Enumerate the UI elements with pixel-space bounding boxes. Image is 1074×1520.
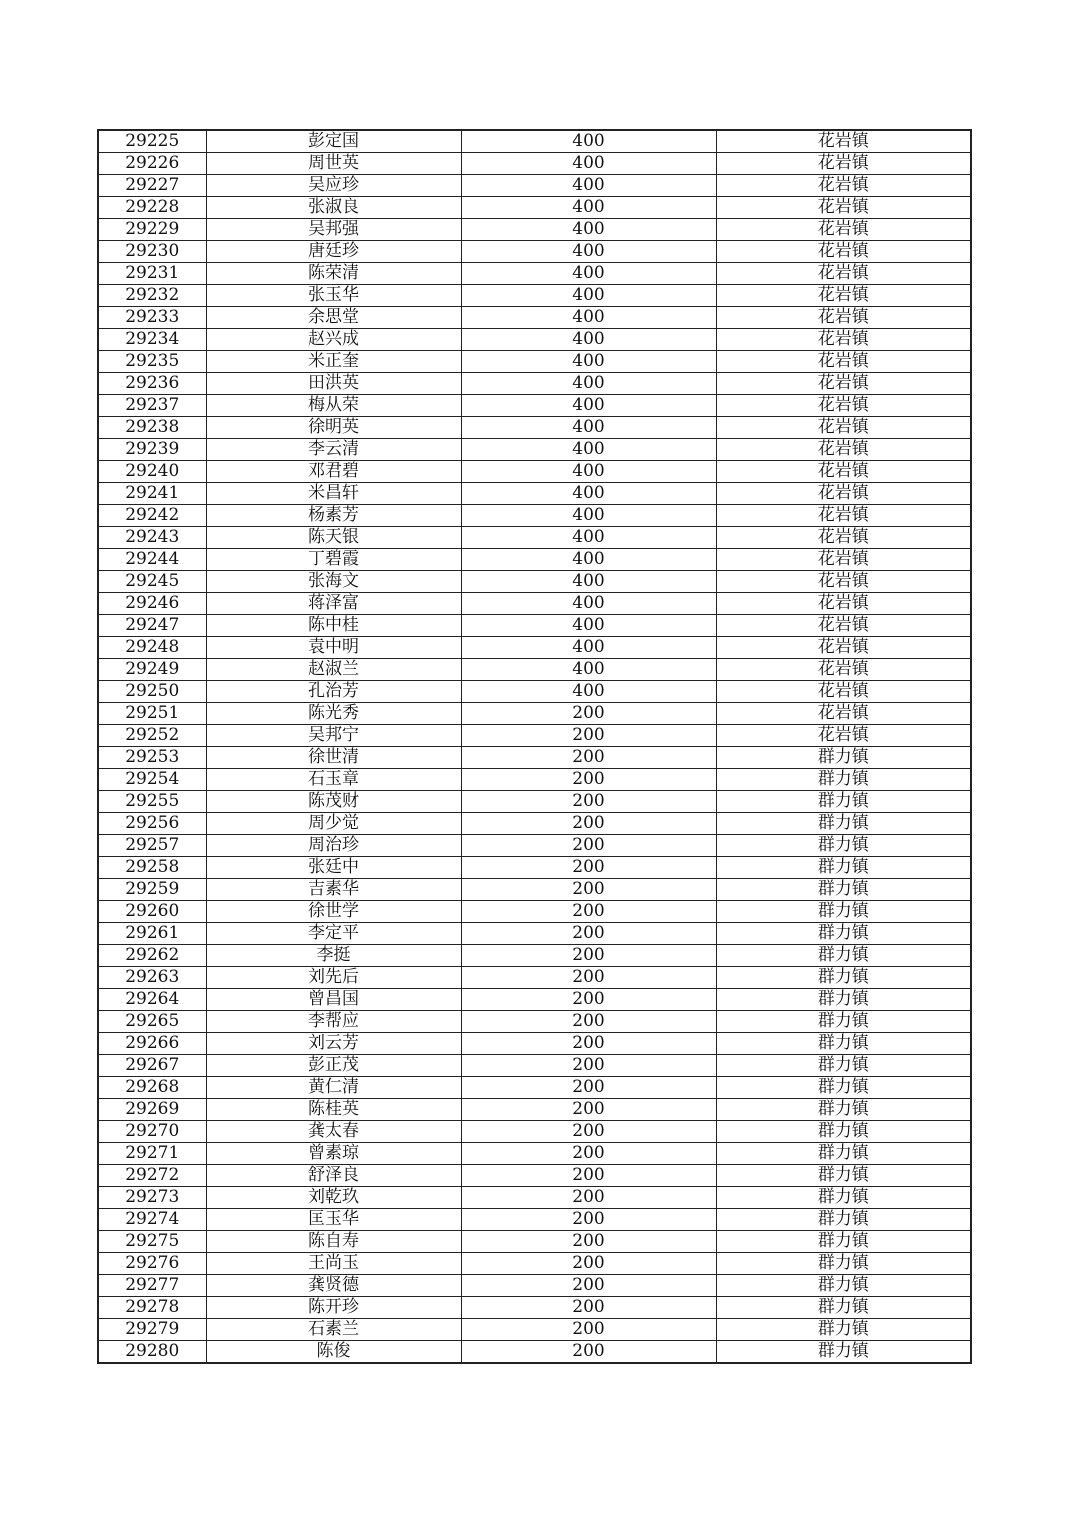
cell-amount: 200 — [461, 1341, 716, 1364]
cell-amount: 400 — [461, 285, 716, 307]
table-row — [98, 813, 971, 835]
cell-name: 陈俊 — [206, 1341, 461, 1364]
cell-name: 张廷中 — [206, 857, 461, 879]
cell-name: 彭定国 — [206, 130, 461, 153]
cell-id: 29236 — [98, 373, 206, 395]
cell-id: 29230 — [98, 241, 206, 263]
table-row — [98, 307, 971, 329]
cell-name: 刘乾玖 — [206, 1187, 461, 1209]
cell-name: 舒泽良 — [206, 1165, 461, 1187]
table-row — [98, 637, 971, 659]
table-row — [98, 527, 971, 549]
table-row — [98, 725, 971, 747]
cell-town: 群力镇 — [716, 1165, 971, 1187]
cell-amount: 200 — [461, 945, 716, 967]
cell-town: 群力镇 — [716, 1297, 971, 1319]
cell-town: 花岩镇 — [716, 703, 971, 725]
cell-amount: 400 — [461, 527, 716, 549]
table-row — [98, 461, 971, 483]
cell-id: 29237 — [98, 395, 206, 417]
cell-amount: 400 — [461, 175, 716, 197]
cell-name: 陈荣清 — [206, 263, 461, 285]
cell-amount: 400 — [461, 373, 716, 395]
cell-amount: 200 — [461, 1253, 716, 1275]
cell-amount: 400 — [461, 593, 716, 615]
cell-town: 花岩镇 — [716, 505, 971, 527]
cell-amount: 200 — [461, 835, 716, 857]
cell-town: 花岩镇 — [716, 153, 971, 175]
table-row — [98, 549, 971, 571]
cell-town: 花岩镇 — [716, 439, 971, 461]
cell-amount: 400 — [461, 241, 716, 263]
cell-name: 龚太春 — [206, 1121, 461, 1143]
table-row — [98, 153, 971, 175]
cell-name: 刘先后 — [206, 967, 461, 989]
cell-amount: 400 — [461, 307, 716, 329]
cell-name: 唐廷珍 — [206, 241, 461, 263]
cell-id: 29272 — [98, 1165, 206, 1187]
table-row — [98, 417, 971, 439]
table-row — [98, 395, 971, 417]
cell-id: 29264 — [98, 989, 206, 1011]
cell-id: 29271 — [98, 1143, 206, 1165]
cell-id: 29229 — [98, 219, 206, 241]
cell-amount: 200 — [461, 769, 716, 791]
cell-name: 杨素芳 — [206, 505, 461, 527]
cell-town: 群力镇 — [716, 989, 971, 1011]
cell-amount: 400 — [461, 329, 716, 351]
cell-name: 吴应珍 — [206, 175, 461, 197]
cell-name: 蒋泽富 — [206, 593, 461, 615]
cell-town: 群力镇 — [716, 1077, 971, 1099]
cell-id: 29252 — [98, 725, 206, 747]
cell-name: 王尚玉 — [206, 1253, 461, 1275]
cell-amount: 200 — [461, 1231, 716, 1253]
table-row — [98, 439, 971, 461]
cell-town: 群力镇 — [716, 1099, 971, 1121]
cell-amount: 200 — [461, 1165, 716, 1187]
table-row — [98, 1055, 971, 1077]
table-row — [98, 505, 971, 527]
cell-town: 花岩镇 — [716, 263, 971, 285]
cell-amount: 200 — [461, 1099, 716, 1121]
cell-amount: 400 — [461, 153, 716, 175]
cell-id: 29255 — [98, 791, 206, 813]
cell-town: 花岩镇 — [716, 395, 971, 417]
cell-amount: 200 — [461, 813, 716, 835]
cell-name: 赵兴成 — [206, 329, 461, 351]
cell-amount: 200 — [461, 1121, 716, 1143]
table-row — [98, 1319, 971, 1341]
cell-id: 29247 — [98, 615, 206, 637]
table-row — [98, 219, 971, 241]
cell-name: 徐世清 — [206, 747, 461, 769]
table-row — [98, 329, 971, 351]
cell-id: 29239 — [98, 439, 206, 461]
cell-id: 29242 — [98, 505, 206, 527]
cell-town: 群力镇 — [716, 835, 971, 857]
cell-amount: 200 — [461, 703, 716, 725]
cell-name: 黄仁清 — [206, 1077, 461, 1099]
table-row — [98, 747, 971, 769]
cell-town: 群力镇 — [716, 1253, 971, 1275]
cell-town: 群力镇 — [716, 1341, 971, 1364]
cell-id: 29232 — [98, 285, 206, 307]
cell-town: 群力镇 — [716, 747, 971, 769]
cell-id: 29235 — [98, 351, 206, 373]
cell-amount: 200 — [461, 791, 716, 813]
cell-name: 李帮应 — [206, 1011, 461, 1033]
cell-id: 29275 — [98, 1231, 206, 1253]
cell-id: 29243 — [98, 527, 206, 549]
table-row — [98, 769, 971, 791]
cell-town: 群力镇 — [716, 1319, 971, 1341]
cell-name: 陈茂财 — [206, 791, 461, 813]
cell-name: 周少觉 — [206, 813, 461, 835]
cell-town: 群力镇 — [716, 945, 971, 967]
cell-town: 群力镇 — [716, 901, 971, 923]
cell-id: 29259 — [98, 879, 206, 901]
table-row — [98, 130, 971, 153]
table-row — [98, 1143, 971, 1165]
cell-town: 群力镇 — [716, 857, 971, 879]
table-row — [98, 1121, 971, 1143]
cell-id: 29225 — [98, 130, 206, 153]
cell-name: 石玉章 — [206, 769, 461, 791]
table-row — [98, 791, 971, 813]
cell-name: 丁碧霞 — [206, 549, 461, 571]
cell-name: 田洪英 — [206, 373, 461, 395]
cell-name: 袁中明 — [206, 637, 461, 659]
cell-town: 群力镇 — [716, 1231, 971, 1253]
cell-id: 29265 — [98, 1011, 206, 1033]
cell-amount: 200 — [461, 1297, 716, 1319]
table-row — [98, 1165, 971, 1187]
cell-name: 陈中桂 — [206, 615, 461, 637]
cell-town: 群力镇 — [716, 879, 971, 901]
cell-name: 陈自寿 — [206, 1231, 461, 1253]
cell-id: 29260 — [98, 901, 206, 923]
cell-amount: 400 — [461, 351, 716, 373]
cell-id: 29234 — [98, 329, 206, 351]
cell-id: 29258 — [98, 857, 206, 879]
cell-town: 群力镇 — [716, 1011, 971, 1033]
cell-id: 29280 — [98, 1341, 206, 1364]
cell-town: 花岩镇 — [716, 417, 971, 439]
cell-amount: 200 — [461, 1055, 716, 1077]
cell-name: 李定平 — [206, 923, 461, 945]
cell-town: 群力镇 — [716, 1121, 971, 1143]
cell-name: 吉素华 — [206, 879, 461, 901]
cell-name: 陈开珍 — [206, 1297, 461, 1319]
cell-amount: 200 — [461, 1033, 716, 1055]
table-row — [98, 571, 971, 593]
cell-amount: 200 — [461, 725, 716, 747]
cell-town: 花岩镇 — [716, 461, 971, 483]
cell-id: 29257 — [98, 835, 206, 857]
cell-amount: 400 — [461, 483, 716, 505]
cell-town: 花岩镇 — [716, 175, 971, 197]
table-row — [98, 1231, 971, 1253]
cell-id: 29245 — [98, 571, 206, 593]
table-row — [98, 835, 971, 857]
table-row — [98, 351, 971, 373]
cell-id: 29238 — [98, 417, 206, 439]
table-row — [98, 483, 971, 505]
cell-town: 花岩镇 — [716, 615, 971, 637]
table-row — [98, 373, 971, 395]
cell-name: 米正奎 — [206, 351, 461, 373]
cell-name: 张海文 — [206, 571, 461, 593]
table-row — [98, 659, 971, 681]
cell-name: 邓君碧 — [206, 461, 461, 483]
cell-id: 29279 — [98, 1319, 206, 1341]
table-row — [98, 197, 971, 219]
table-row — [98, 879, 971, 901]
cell-amount: 400 — [461, 439, 716, 461]
cell-id: 29254 — [98, 769, 206, 791]
cell-name: 徐明英 — [206, 417, 461, 439]
table-row — [98, 1187, 971, 1209]
cell-town: 花岩镇 — [716, 549, 971, 571]
cell-id: 29277 — [98, 1275, 206, 1297]
cell-town: 群力镇 — [716, 1209, 971, 1231]
cell-name: 陈桂英 — [206, 1099, 461, 1121]
table-row — [98, 1341, 971, 1364]
cell-name: 米昌轩 — [206, 483, 461, 505]
cell-id: 29262 — [98, 945, 206, 967]
cell-id: 29241 — [98, 483, 206, 505]
cell-name: 吴邦强 — [206, 219, 461, 241]
cell-amount: 200 — [461, 967, 716, 989]
cell-id: 29226 — [98, 153, 206, 175]
cell-id: 29273 — [98, 1187, 206, 1209]
cell-id: 29261 — [98, 923, 206, 945]
cell-town: 群力镇 — [716, 813, 971, 835]
data-table — [97, 129, 972, 1364]
cell-amount: 400 — [461, 615, 716, 637]
cell-amount: 400 — [461, 681, 716, 703]
table-body — [98, 130, 971, 1363]
table-row — [98, 263, 971, 285]
cell-name: 刘云芳 — [206, 1033, 461, 1055]
cell-name: 孔治芳 — [206, 681, 461, 703]
cell-amount: 200 — [461, 1077, 716, 1099]
cell-name: 龚贤德 — [206, 1275, 461, 1297]
cell-id: 29250 — [98, 681, 206, 703]
cell-town: 花岩镇 — [716, 307, 971, 329]
cell-id: 29251 — [98, 703, 206, 725]
cell-amount: 400 — [461, 571, 716, 593]
table-row — [98, 593, 971, 615]
cell-name: 周治珍 — [206, 835, 461, 857]
cell-name: 陈光秀 — [206, 703, 461, 725]
cell-town: 群力镇 — [716, 1275, 971, 1297]
cell-amount: 400 — [461, 461, 716, 483]
cell-name: 张淑良 — [206, 197, 461, 219]
cell-town: 群力镇 — [716, 769, 971, 791]
cell-id: 29240 — [98, 461, 206, 483]
cell-name: 陈天银 — [206, 527, 461, 549]
cell-town: 花岩镇 — [716, 241, 971, 263]
cell-id: 29231 — [98, 263, 206, 285]
cell-name: 曾素琼 — [206, 1143, 461, 1165]
table-row — [98, 1209, 971, 1231]
cell-town: 花岩镇 — [716, 571, 971, 593]
cell-id: 29266 — [98, 1033, 206, 1055]
cell-amount: 400 — [461, 197, 716, 219]
cell-id: 29267 — [98, 1055, 206, 1077]
cell-name: 周世英 — [206, 153, 461, 175]
cell-amount: 400 — [461, 505, 716, 527]
cell-id: 29228 — [98, 197, 206, 219]
cell-town: 花岩镇 — [716, 219, 971, 241]
table-row — [98, 857, 971, 879]
table-row — [98, 989, 971, 1011]
cell-amount: 400 — [461, 130, 716, 153]
cell-town: 群力镇 — [716, 1055, 971, 1077]
cell-amount: 400 — [461, 659, 716, 681]
cell-town: 花岩镇 — [716, 593, 971, 615]
table-row — [98, 967, 971, 989]
cell-town: 花岩镇 — [716, 681, 971, 703]
cell-town: 花岩镇 — [716, 285, 971, 307]
cell-id: 29268 — [98, 1077, 206, 1099]
cell-id: 29263 — [98, 967, 206, 989]
cell-town: 群力镇 — [716, 923, 971, 945]
cell-name: 余思堂 — [206, 307, 461, 329]
cell-id: 29256 — [98, 813, 206, 835]
cell-town: 群力镇 — [716, 1143, 971, 1165]
cell-town: 群力镇 — [716, 1187, 971, 1209]
cell-name: 徐世学 — [206, 901, 461, 923]
cell-amount: 200 — [461, 1275, 716, 1297]
table-row — [98, 615, 971, 637]
table-row — [98, 1033, 971, 1055]
cell-town: 花岩镇 — [716, 130, 971, 153]
cell-id: 29276 — [98, 1253, 206, 1275]
table-row — [98, 901, 971, 923]
cell-amount: 400 — [461, 395, 716, 417]
cell-amount: 400 — [461, 637, 716, 659]
cell-amount: 400 — [461, 219, 716, 241]
table-row — [98, 1253, 971, 1275]
table-row — [98, 285, 971, 307]
cell-id: 29246 — [98, 593, 206, 615]
cell-town: 花岩镇 — [716, 197, 971, 219]
cell-amount: 200 — [461, 989, 716, 1011]
cell-amount: 200 — [461, 1209, 716, 1231]
cell-name: 石素兰 — [206, 1319, 461, 1341]
cell-id: 29274 — [98, 1209, 206, 1231]
cell-town: 花岩镇 — [716, 351, 971, 373]
cell-id: 29253 — [98, 747, 206, 769]
table-row — [98, 1099, 971, 1121]
cell-amount: 400 — [461, 549, 716, 571]
cell-name: 匡玉华 — [206, 1209, 461, 1231]
cell-town: 花岩镇 — [716, 637, 971, 659]
cell-amount: 200 — [461, 923, 716, 945]
table-row — [98, 703, 971, 725]
table-row — [98, 945, 971, 967]
cell-name: 梅从荣 — [206, 395, 461, 417]
cell-amount: 400 — [461, 417, 716, 439]
cell-amount: 200 — [461, 901, 716, 923]
table-row — [98, 923, 971, 945]
cell-amount: 200 — [461, 1143, 716, 1165]
cell-amount: 200 — [461, 1187, 716, 1209]
cell-id: 29227 — [98, 175, 206, 197]
cell-town: 花岩镇 — [716, 725, 971, 747]
cell-id: 29270 — [98, 1121, 206, 1143]
table-row — [98, 1297, 971, 1319]
cell-town: 花岩镇 — [716, 329, 971, 351]
cell-id: 29249 — [98, 659, 206, 681]
cell-name: 彭正茂 — [206, 1055, 461, 1077]
cell-town: 群力镇 — [716, 967, 971, 989]
cell-id: 29278 — [98, 1297, 206, 1319]
table-row — [98, 1011, 971, 1033]
cell-name: 曾昌国 — [206, 989, 461, 1011]
cell-amount: 200 — [461, 879, 716, 901]
cell-town: 花岩镇 — [716, 659, 971, 681]
cell-amount: 200 — [461, 1011, 716, 1033]
cell-id: 29269 — [98, 1099, 206, 1121]
cell-amount: 200 — [461, 747, 716, 769]
cell-amount: 200 — [461, 857, 716, 879]
cell-town: 花岩镇 — [716, 373, 971, 395]
table-row — [98, 681, 971, 703]
cell-id: 29244 — [98, 549, 206, 571]
cell-town: 群力镇 — [716, 1033, 971, 1055]
cell-id: 29248 — [98, 637, 206, 659]
cell-name: 李云清 — [206, 439, 461, 461]
cell-town: 群力镇 — [716, 791, 971, 813]
cell-town: 花岩镇 — [716, 527, 971, 549]
cell-amount: 400 — [461, 263, 716, 285]
cell-town: 花岩镇 — [716, 483, 971, 505]
table-row — [98, 1077, 971, 1099]
cell-name: 赵淑兰 — [206, 659, 461, 681]
table-row — [98, 241, 971, 263]
cell-name: 李挺 — [206, 945, 461, 967]
cell-name: 吴邦宁 — [206, 725, 461, 747]
table-row — [98, 1275, 971, 1297]
table-row — [98, 175, 971, 197]
cell-id: 29233 — [98, 307, 206, 329]
cell-name: 张玉华 — [206, 285, 461, 307]
cell-amount: 200 — [461, 1319, 716, 1341]
